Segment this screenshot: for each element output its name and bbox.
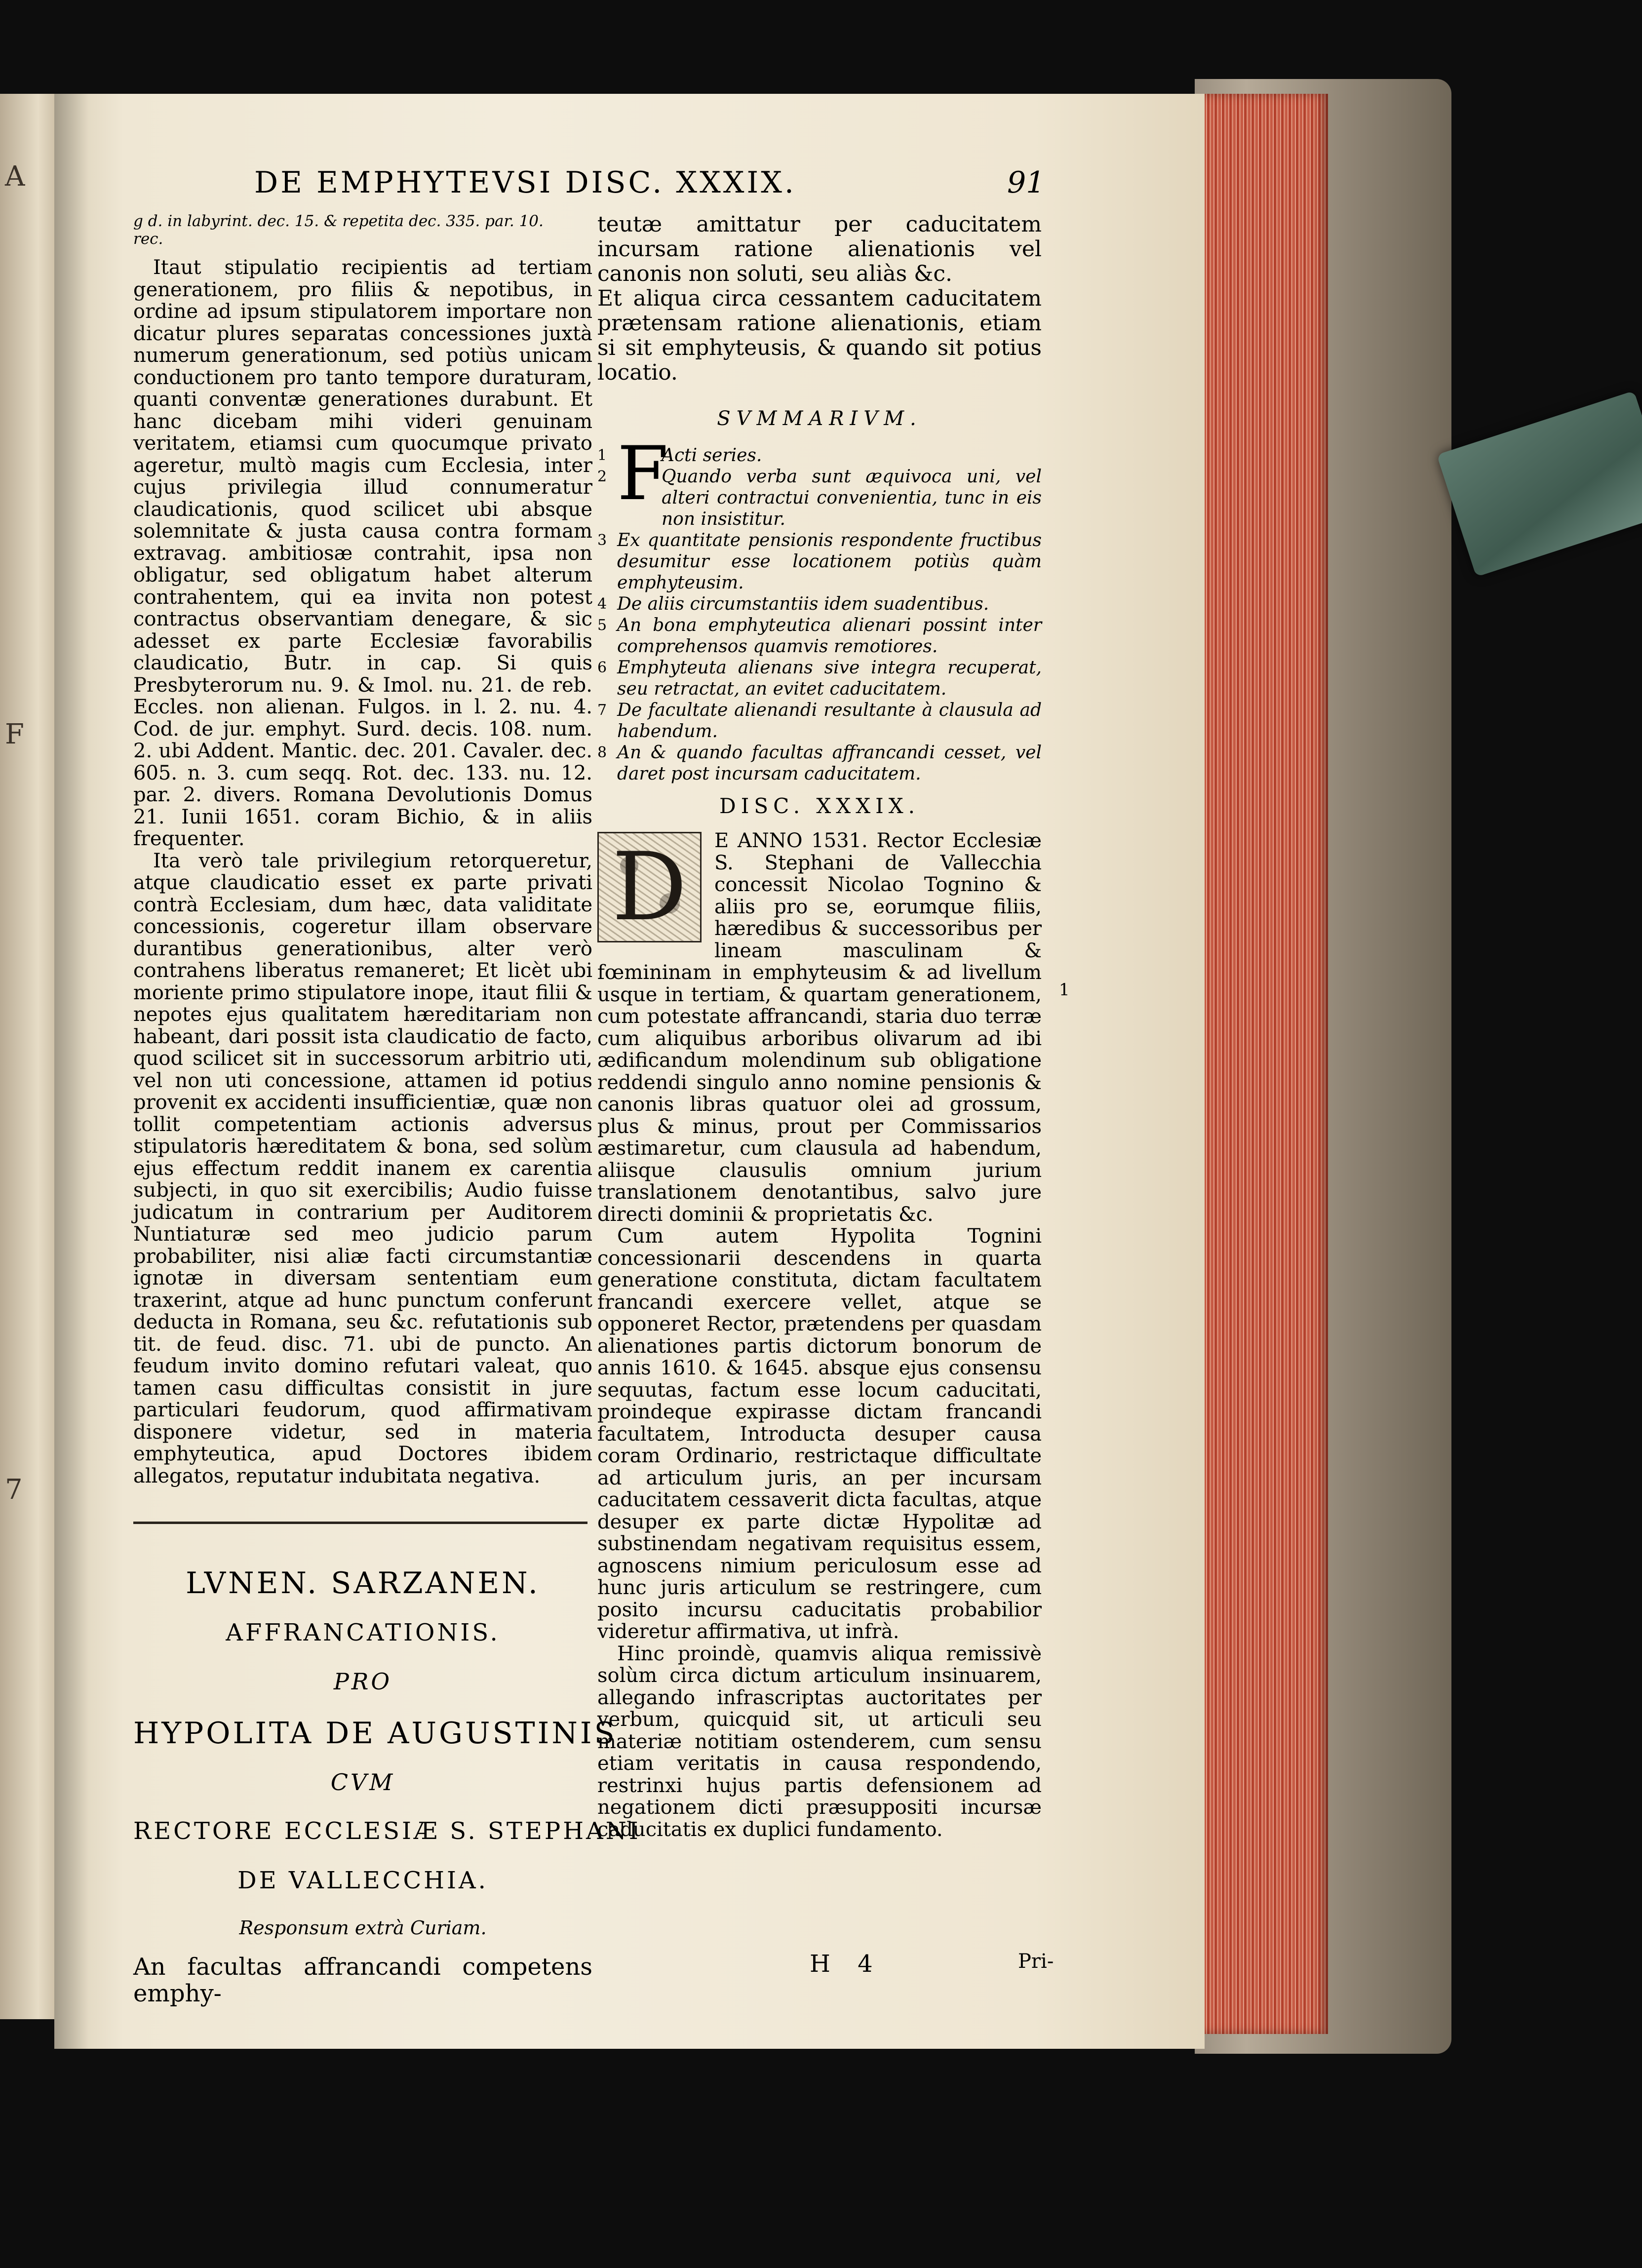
summarium-item (597, 615, 1042, 657)
summarium-text: Acti series. (662, 445, 762, 466)
summarium-number: 8 (597, 743, 607, 761)
reference-line: rec. (133, 230, 163, 248)
summarium-number: 3 (597, 531, 607, 549)
summarium-number: 1 (597, 446, 607, 464)
case-pro: PRO (333, 1668, 392, 1695)
ornamental-initial (597, 832, 702, 942)
summarium-number: 5 (597, 616, 607, 634)
summarium-number: 7 (597, 701, 607, 719)
summarium-item (597, 700, 1042, 742)
facing-page-letter: F (5, 718, 24, 750)
summarium-title: SVMMARIVM. (717, 407, 922, 430)
summarium-number: 4 (597, 595, 607, 613)
case-party: HYPOLITA DE AUGUSTINIS (133, 1716, 617, 1751)
left-column (133, 212, 641, 2007)
paragraph: E ANNO 1531. Rector Ecclesiæ S. Stephani de Vallecchia concessit Nicolao Tognino & aliis pro se, eorumque filiis, hæredibus & successoribus per lineam masculinam & fœmininam in emphyteusim & ad livellum usque in tertiam, & quartam generationem, cum potestate affrancandi, staria duo terræ cum aliquibus arboribus olivarum ad ibi ædificandum molendinum sub obligatione reddendi singulo anno nomine pensionis & canonis libras quatuor olei ad grossum, plus & minus, prout per Commissarios æstimaretur, cum clausula ad habendum, aliisque clausulis omnium jurium translationem denotantibus, salvo jure directi dominii & proprietatis &c. (597, 829, 1042, 1226)
summarium-list (597, 430, 1042, 784)
summarium-text: An & quando facultas affrancandi cesset, vel daret post incursam caducitatem. (617, 742, 1042, 784)
catchword: Pri- (1018, 1950, 1054, 1973)
case-title: LVNEN. SARZANEN. (186, 1566, 540, 1601)
summarium-text: Quando verba sunt æquivoca uni, vel alteri contractui convenientia, tunc in eis non insistitur. (662, 466, 1042, 529)
summarium-item (597, 530, 1042, 593)
summarium-text: Ex quantitate pensionis respondente fructibus desumitur esse locationem potiùs quàm emphyteusim. (617, 530, 1042, 593)
paragraph: Itaut stipulatio recipientis ad tertiam generationem, pro filiis & nepotibus, in ordine ad ipsum stipulatorem importare non dicatur plures separatas concessiones juxtà numerum generationum, sed potiùs unicam conductionem pro tanto tempore duraturam, quanti conventæ generationes durabunt. Et hanc dicebam mihi videri genuinam veritatem, etiamsi cum quocumque privato ageretur, multò magis cum Ecclesia, inter cujus privilegia illud connumeratur claudicationis, quod scilicet ubi absque solemnitate & justa causa contra formam extravag. ambitiosæ contrahit, ipsa non obligatur, sed obligatum habet alterum contrahentem, qui ea invita non potest contractus observantiam denegare, & sic adesset ex parte Ecclesiæ favorabilis claudicatio, Butr. in cap. Si quis Presbyterorum nu. 9. & Imol. nu. 21. de reb. Eccles. non alienan. Fulgos. in l. 2. nu. 4. Cod. de jur. emphyt. Surd. decis. 108. num. 2. ubi Addent. Mantic. dec. 201. Cavaler. dec. 605. n. 3. cum seqq. Rot. dec. 133. nu. 12. par. 2. divers. Romana Devolutionis Domus 21. Iunii 1651. coram Bichio, & in aliis frequenter. (133, 256, 592, 850)
case-party: RECTORE ECCLESIÆ S. STEPHANI (133, 1817, 641, 1845)
signature-mark: H 4 (810, 1950, 883, 1978)
paragraph: Cum autem Hypolita Tognini concessionarii descendens in quarta generatione constituta, dictam facultatem francandi exercere vellet, atque se opponeret Rector, prætendens per quasdam alienationes partis dictorum bonorum de annis 1610. & 1645. absque ejus consensu sequutas, factum esse locum caducitati, proindeque expirasse dictam francandi facultatem, Introducta desuper causa coram Ordinario, restrictaque difficultate ad articulum juris, an per incursam caducitatem cessaverit dicta facultas, atque desuper ex parte dictæ Hypolitæ ad substinendam negativam requisitus essem, agnoscens nimium periculosum esse ad hunc juris articulum se restringere, cum posito incursu caducitatis probabilior videretur affirmativa, ut infrà. (597, 1225, 1042, 1643)
summarium-initial: F (617, 430, 669, 517)
case-party: DE VALLECCHIA. (237, 1867, 488, 1894)
summarium-item (597, 593, 1042, 615)
summarium-item (597, 657, 1042, 700)
facing-page-letter: 7 (5, 1474, 23, 1506)
case-note: Responsum extrà Curiam. (239, 1917, 487, 1939)
summarium-text: An bona emphyteutica alienari possint inter comprehensos quamvis remotiores. (617, 615, 1042, 657)
disc-title: DISC. XXXIX. (719, 793, 920, 818)
case-cum: CVM (330, 1769, 395, 1796)
drop-cap-letter: D (612, 832, 687, 941)
case-subject: AFFRANCATIONIS. (226, 1619, 500, 1646)
summarium-text: De aliis circumstantiis idem suadentibus. (617, 593, 989, 614)
summarium-text: Emphyteuta alienans sive integra recuperat, seu retractat, an evitet caducitatem. (617, 657, 1042, 699)
margin-number: 1 (1059, 980, 1070, 1000)
red-page-edges (1200, 94, 1328, 2034)
gutter-shadow (54, 94, 89, 2049)
reference-line: g d. in labyrint. dec. 15. & repetita dec. 335. par. 10. (133, 212, 544, 230)
summarium-number: 6 (597, 659, 607, 676)
paragraph: teutæ amittatur per caducitatem incursam ratione alienationis vel canonis non soluti, seu aliàs &c. (597, 212, 1042, 286)
facing-page-fragment (0, 94, 54, 2019)
paragraph: Hinc proindè, quamvis aliqua remissivè solùm circa dictum articulum insinuarem, allegando infrascriptas auctoritates per verbum, quicquid sit, ut articuli seu materiæ notitiam ostenderem, cum sensu etiam veritatis in causa respondendo, restrinxi hujus partis defensionem ad negationem dicti præsuppositi incursæ caducitatis ex duplici fundamento. (597, 1642, 1042, 1841)
summarium-number: 2 (597, 468, 607, 485)
right-column (597, 212, 1042, 1840)
paragraph: Ita verò tale privilegium retorqueretur, atque claudicatio esset ex parte privati contrà Ecclesiam, dum hæc, data validitate concessionis, cogeretur illam observare durantibus generationibus, alter verò contrahens liberatus remaneret; Et licèt ubi moriente primo stipulatore inope, itaut filii & nepotes ejus qualitatem hæreditariam non habeant, dari possit ista claudicatio de facto, quod scilicet sit in successorum arbitrio uti, vel non uti concessione, attamen id potius provenit ex accidenti insufficientiæ, quæ non tollit competentiam actionis adversus stipulatoris hæreditatem & bona, sed solùm ejus effectum reddit inanem ex carentia subjecti, in quo sit exercibilis; Audio fuisse judicatum in contrarium per Auditorem Nuntiaturæ sed meo judicio parum probabiliter, nisi aliæ facti circumstantiæ ignotæ in diversam sententiam eum traxerint, atque ad hunc punctum conferunt deducta in Romana, seu &c. refutationis sub tit. de feud. disc. 71. ubi de puncto. An feudum invito domino refutari valeat, quo tamen casu difficultas consistit in jure particulari feudorum, quod affirmativam disponere videtur, sed in materia emphyteutica, apud Doctores ibidem allegatos, reputatur indubitata negativa. (133, 849, 592, 1487)
section-divider (133, 1522, 587, 1524)
summarium-text: De facultate alienandi resultante à clausula ad habendum. (617, 700, 1042, 742)
page-number: 91 (1007, 165, 1045, 200)
running-head: DE EMPHYTEVSI DISC. XXXIX. (254, 165, 796, 200)
paragraph: Et aliqua circa cessantem caducitatem prætensam ratione alienationis, etiam si sit emphyteusis, & quando sit potius locatio. (597, 286, 1042, 385)
lead-in: An facultas affrancandi competens emphy- (133, 1953, 592, 2007)
summarium-item (597, 742, 1042, 784)
facing-page-letter: A (5, 160, 25, 193)
